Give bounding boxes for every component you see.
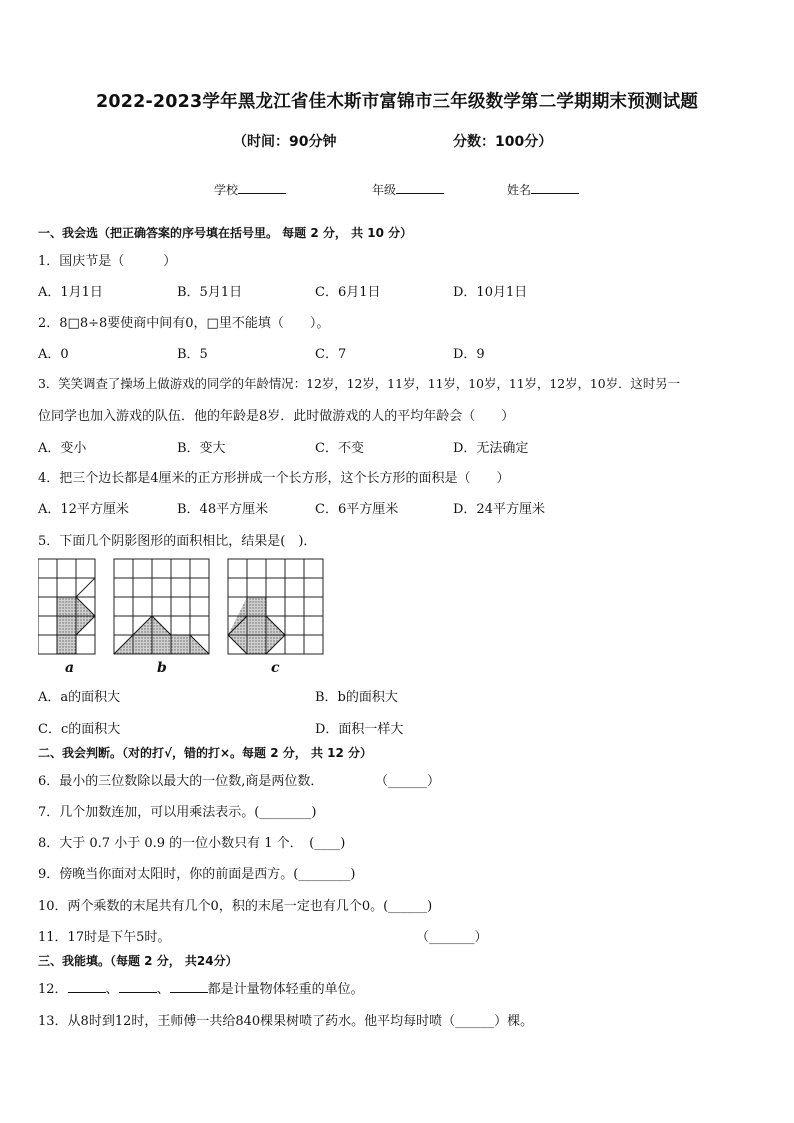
q12-blank-1[interactable] bbox=[68, 979, 106, 993]
q5-option-d[interactable]: D．面积一样大 bbox=[315, 722, 404, 737]
q4-option-b[interactable]: B．48平方厘米 bbox=[177, 502, 269, 517]
q5-option-c[interactable]: C．c的面积大 bbox=[38, 722, 121, 737]
q1-option-c[interactable]: C．6月1日 bbox=[315, 285, 381, 300]
figure-a bbox=[38, 559, 95, 654]
question-2: 2．8□8÷8要使商中间有0，□里不能填（ ）。 bbox=[38, 316, 330, 331]
q3-option-c[interactable]: C．不变 bbox=[315, 441, 364, 456]
q12-blank-3[interactable] bbox=[170, 979, 208, 993]
q5-option-a[interactable]: A．a的面积大 bbox=[38, 690, 121, 705]
figure-c-label: c bbox=[271, 660, 280, 676]
question-4: 4．把三个边长都是4厘米的正方形拼成一个长方形，这个长方形的面积是（ ） bbox=[38, 471, 510, 486]
school-field[interactable] bbox=[214, 181, 286, 198]
question-11 bbox=[38, 926, 488, 945]
grade-blank[interactable] bbox=[396, 181, 444, 194]
q3-option-b[interactable]: B．变大 bbox=[177, 441, 226, 456]
figure-b-label: b bbox=[157, 660, 167, 676]
question-12-suffix: 都是计量物体轻重的单位。 bbox=[207, 982, 364, 997]
question-8: 8．大于 0.7 小于 0.9 的一位小数只有 1 个． (____) bbox=[38, 836, 346, 851]
q12-blank-2[interactable] bbox=[119, 979, 157, 993]
school-label: 学校 bbox=[214, 183, 239, 197]
question-12-prefix: 12． bbox=[38, 982, 68, 997]
question-6-text: 6．最小的三位数除以最大的一位数,商是两位数． bbox=[38, 774, 324, 789]
q1-option-b[interactable]: B．5月1日 bbox=[177, 285, 243, 300]
name-field[interactable] bbox=[507, 181, 579, 198]
q2-option-c[interactable]: C．7 bbox=[315, 347, 347, 362]
figure-c-shape bbox=[228, 597, 285, 654]
grade-field[interactable] bbox=[372, 181, 444, 198]
q5-figures bbox=[38, 558, 328, 658]
q3-option-d[interactable]: D．无法确定 bbox=[453, 441, 529, 456]
q12-sep-2: 、 bbox=[156, 982, 170, 997]
question-10: 10．两个乘数的末尾共有几个0，积的末尾一定也有几个0。(______) bbox=[38, 899, 433, 914]
page-title: 2022-2023学年黑龙江省佳木斯市富锦市三年级数学第二学期期末预测试题 bbox=[95, 92, 699, 112]
question-13: 13．从8时到12时，王师傅一共给840棵果树喷了药水。他平均每时喷（______）棵。 bbox=[38, 1014, 534, 1029]
question-12 bbox=[38, 978, 364, 997]
q1-option-a[interactable]: A．1月1日 bbox=[38, 285, 103, 300]
q4-option-c[interactable]: C．6平方厘米 bbox=[315, 502, 399, 517]
name-label: 姓名 bbox=[507, 183, 532, 197]
q2-option-d[interactable]: D．9 bbox=[453, 347, 485, 362]
q4-option-a[interactable]: A．12平方厘米 bbox=[38, 502, 129, 517]
name-blank[interactable] bbox=[531, 181, 579, 194]
q2-option-b[interactable]: B．5 bbox=[177, 347, 208, 362]
question-3-line-1: 3．笑笑调查了操场上做游戏的同学的年龄情况：12岁，12岁，11岁，11岁，10岁，11岁，12岁，10岁．这时另一 bbox=[38, 376, 681, 391]
figure-b bbox=[114, 559, 209, 654]
grade-label: 年级 bbox=[372, 183, 397, 197]
question-6-answer[interactable]: （______） bbox=[375, 774, 441, 789]
q3-option-a[interactable]: A．变小 bbox=[38, 441, 87, 456]
school-blank[interactable] bbox=[238, 181, 286, 194]
section-3-heading: 三、我能填。（每题 2 分， 共24分） bbox=[38, 954, 238, 968]
question-6 bbox=[38, 770, 441, 789]
q12-sep-1: 、 bbox=[105, 982, 119, 997]
question-11-answer[interactable]: （_______） bbox=[416, 930, 488, 945]
question-5: 5．下面几个阴影图形的面积相比，结果是( )． bbox=[38, 534, 317, 549]
section-2-heading: 二、我会判断。（对的打√，错的打×。每题 2 分， 共 12 分） bbox=[38, 746, 372, 760]
question-1: 1．国庆节是（ ） bbox=[38, 254, 177, 269]
q2-option-a[interactable]: A．0 bbox=[38, 347, 69, 362]
q5-option-b[interactable]: B．b的面积大 bbox=[315, 690, 398, 705]
question-11-text: 11．17时是下午5时。 bbox=[38, 930, 171, 945]
q1-option-d[interactable]: D．10月1日 bbox=[453, 285, 528, 300]
q4-option-d[interactable]: D．24平方厘米 bbox=[453, 502, 545, 517]
time-label: （时间：90分钟 bbox=[233, 134, 337, 150]
section-1-heading: 一、我会选（把正确答案的序号填在括号里。 每题 2 分， 共 10 分） bbox=[38, 226, 413, 240]
figure-c bbox=[228, 559, 323, 654]
figure-a-label: a bbox=[65, 660, 75, 676]
score-label: 分数：100分） bbox=[453, 134, 553, 150]
question-9: 9．傍晚当你面对太阳时，你的前面是西方。(________) bbox=[38, 867, 356, 882]
question-7: 7．几个加数连加，可以用乘法表示。(________) bbox=[38, 805, 317, 820]
question-3-line-2: 位同学也加入游戏的队伍．他的年龄是8岁．此时做游戏的人的平均年龄会（ ） bbox=[38, 409, 515, 424]
